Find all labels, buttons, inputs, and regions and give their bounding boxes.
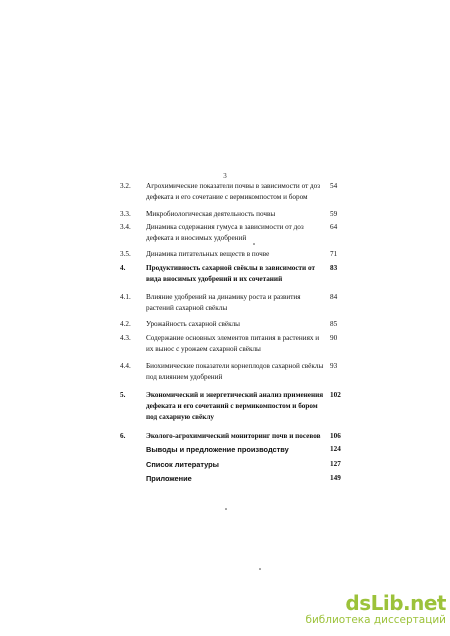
toc-page: 102	[330, 391, 341, 399]
toc-number: 4.1.	[120, 293, 131, 301]
toc-title: Биохимические показатели корнеплодов сахарной свёклы под влиянием удобрений	[146, 362, 324, 381]
toc-title: Динамика питательных веществ в почве	[146, 250, 270, 258]
toc-title: Список литературы	[146, 460, 219, 469]
toc-page: 127	[330, 460, 341, 468]
toc-page: 85	[330, 320, 338, 328]
scan-speck	[259, 568, 261, 570]
toc-title: Приложение	[146, 474, 192, 483]
toc-page: 106	[330, 432, 341, 440]
toc-number: 3.2.	[120, 182, 131, 190]
toc-page: 90	[330, 334, 338, 342]
page-number: 3	[223, 172, 227, 180]
toc-page: 59	[330, 210, 338, 218]
toc-title: Микробиологическая деятельность почвы	[146, 210, 276, 218]
toc-page: 93	[330, 362, 338, 370]
toc-number: 3.5.	[120, 250, 131, 258]
toc-page: 54	[330, 182, 338, 190]
toc-page: 83	[330, 264, 338, 272]
toc-page: 71	[330, 250, 338, 258]
toc-number: 5.	[120, 391, 126, 399]
toc-number: 4.	[120, 264, 126, 272]
toc-page: 84	[330, 293, 338, 301]
toc-number: 4.4.	[120, 362, 131, 370]
watermark	[286, 592, 446, 627]
toc-title: Агрохимические показатели почвы в зависимости от доз дефеката и его сочетание с вермикомпостом и бором	[146, 182, 321, 201]
toc-title: Урожайность сахарной свёклы	[146, 320, 241, 328]
toc-title: Содержание основных элементов питания в растениях и их вынос с урожаем сахарной свёклы	[146, 334, 320, 353]
toc-page: 149	[330, 474, 341, 482]
toc-number: 4.2.	[120, 320, 131, 328]
toc-title: Влияние удобрений на динамику роста и развития растений сахарной свёклы	[146, 293, 301, 312]
toc-title: Выводы и предложение производству	[146, 445, 289, 454]
toc-title: Динамика содержания гумуса в зависимости от доз дефеката и вносимых удобрений	[146, 223, 304, 242]
toc-page: 64	[330, 223, 338, 231]
toc-title: Продуктивность сахарной свёклы в зависимости от вида вносимых удобрений и их сочетаний	[146, 264, 316, 283]
watermark-subtitle: библиотека диссертаций	[305, 614, 446, 626]
toc-page: 124	[330, 445, 341, 453]
toc-number: 6.	[120, 432, 126, 440]
toc-title: Эколого-агрохимический мониторинг почв и посевов	[146, 432, 321, 440]
toc-number: 3.4.	[120, 223, 131, 231]
scan-speck	[253, 243, 255, 245]
toc-number: 3.3.	[120, 210, 131, 218]
toc-title: Экономический и энергетический анализ применения дефеката и его сочетаний с вермикомпостом и бором под сахарную свёклу	[146, 391, 324, 421]
toc-number: 4.3.	[120, 334, 131, 342]
scan-speck	[225, 508, 227, 510]
watermark-logo: dsLib.net	[345, 591, 446, 615]
